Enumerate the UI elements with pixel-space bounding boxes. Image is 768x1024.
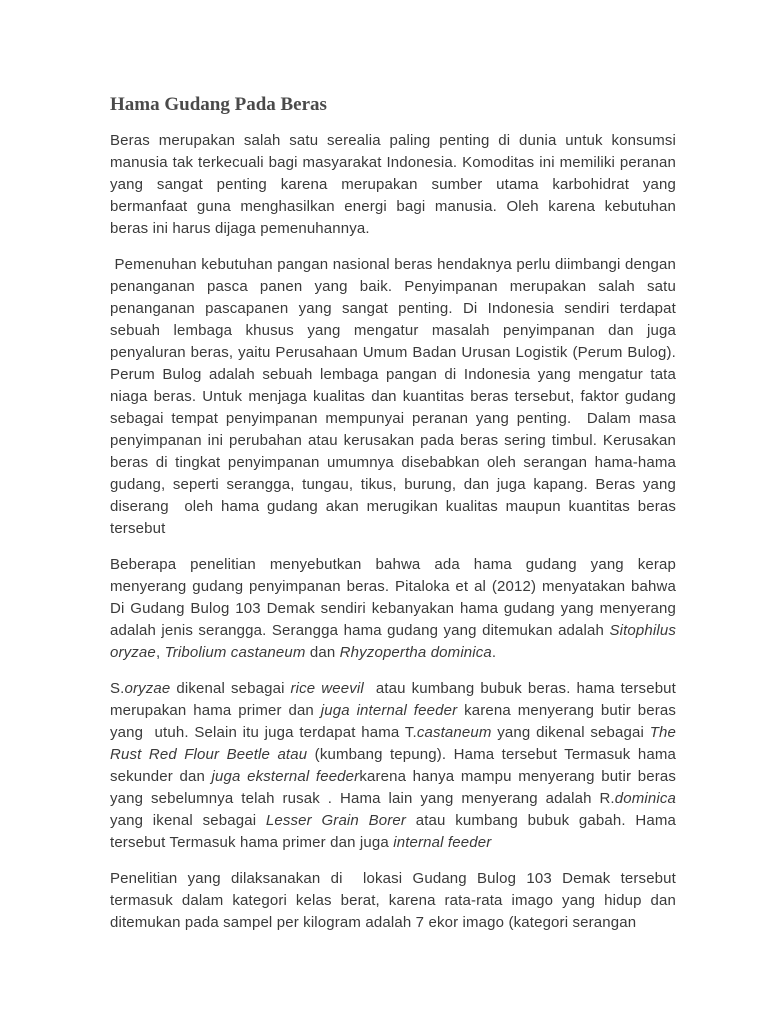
italic-text: Tribolium castaneum (164, 644, 306, 661)
italic-text: juga internal feeder (320, 702, 458, 719)
document-page (110, 92, 681, 948)
italic-text: The Rust Red Flour Beetle atau (110, 724, 681, 763)
body-paragraph (110, 678, 681, 854)
italic-text: oryzae (124, 680, 171, 697)
body-paragraph (110, 554, 681, 664)
body-paragraph (110, 868, 681, 934)
text-run: Pemenuhan kebutuhan pangan nasional beras hendaknya perlu diimbangi dengan penanganan pasca panen yang baik. Penyimpanan merupakan salah satu penanganan pascapanen yang sangat penting. Di Indonesia sendiri terdapat sebuah lembaga khusus yang mengatur masalah penyimpanan dan juga penyaluran beras, yaitu Perusahaan Umum Badan Urusan Logistik (Perum Bulog). Perum Bulog adalah sebuah lembaga pangan di Indonesia yang mengatur tata niaga beras. Untuk menjaga kualitas dan kuantitas beras tersebut, faktor gudang sebagai tempat penyimpanan mempunyai peranan yang penting. Dalam masa penyimpanan ini perubahan atau kerusakan pada beras sering timbul. Kerusakan beras di tingkat penyimpanan umumnya disebabkan oleh serangan hama-hama gudang, seperti serangga, tungau, tikus, burung, dan juga kapang. Beras yang diserang oleh hama gudang akan merugikan kualitas maupun kuantitas beras tersebut (110, 256, 681, 537)
italic-text: Rhyzopertha dominica (339, 644, 492, 661)
text-run: , (155, 644, 165, 661)
italic-text: rice weevil (290, 680, 364, 697)
italic-text: internal feeder (393, 834, 492, 851)
italic-text: castaneum (416, 724, 492, 741)
text-run: atau kumbang bubuk beras. hama tersebut merupakan hama primer dan (110, 680, 681, 719)
italic-text: Lesser Grain Borer (265, 812, 407, 829)
text-run: . (491, 644, 497, 661)
text-run: dan (305, 644, 340, 661)
text-run: karena menyerang butir beras yang utuh. Selain itu juga terdapat hama T. (110, 702, 681, 741)
italic-text: dominica (614, 790, 676, 807)
document-body (110, 130, 681, 934)
text-run: dikenal sebagai (170, 680, 291, 697)
text-run: S. (110, 680, 125, 697)
text-run: (kumbang tepung). Hama tersebut Termasuk hama sekunder dan (110, 746, 681, 785)
text-run: karena hanya mampu menyerang butir beras yang sebelumnya telah rusak . Hama lain yang menyerang adalah R. (110, 768, 681, 807)
document-title: Hama Gudang Pada Beras (110, 94, 327, 115)
text-run: Penelitian yang dilaksanakan di lokasi Gudang Bulog 103 Demak tersebut termasuk dalam kategori kelas berat, karena rata-rata imago yang hidup dan ditemukan pada sampel per kilogram adalah 7 ekor imago (kategori serangan (110, 870, 681, 931)
text-run: yang dikenal sebagai (491, 724, 650, 741)
text-run: Beberapa penelitian menyebutkan bahwa ada hama gudang yang kerap menyerang gudang penyimpanan beras. Pitaloka et al (2012) menyatakan bahwa Di Gudang Bulog 103 Demak sendiri kebanyakan hama gudang yang menyerang adalah jenis serangga. Serangga hama gudang yang ditemukan adalah (110, 556, 681, 639)
body-paragraph (110, 130, 681, 240)
body-paragraph (110, 254, 681, 540)
text-run: yang ikenal sebagai (110, 790, 681, 829)
italic-text: juga eksternal feeder (211, 768, 360, 785)
italic-text: Sitophilus oryzae (110, 622, 681, 661)
text-run: Beras merupakan salah satu serealia paling penting di dunia untuk konsumsi manusia tak terkecuali bagi masyarakat Indonesia. Komoditas ini memiliki peranan yang sangat penting karena merupakan sumber utama karbohidrat yang bermanfaat guna menghasilkan energi bagi manusia. Oleh karena kebutuhan beras ini harus dijaga pemenuhannya. (110, 132, 681, 237)
text-run: atau kumbang bubuk gabah. Hama tersebut Termasuk hama primer dan juga (110, 812, 681, 851)
